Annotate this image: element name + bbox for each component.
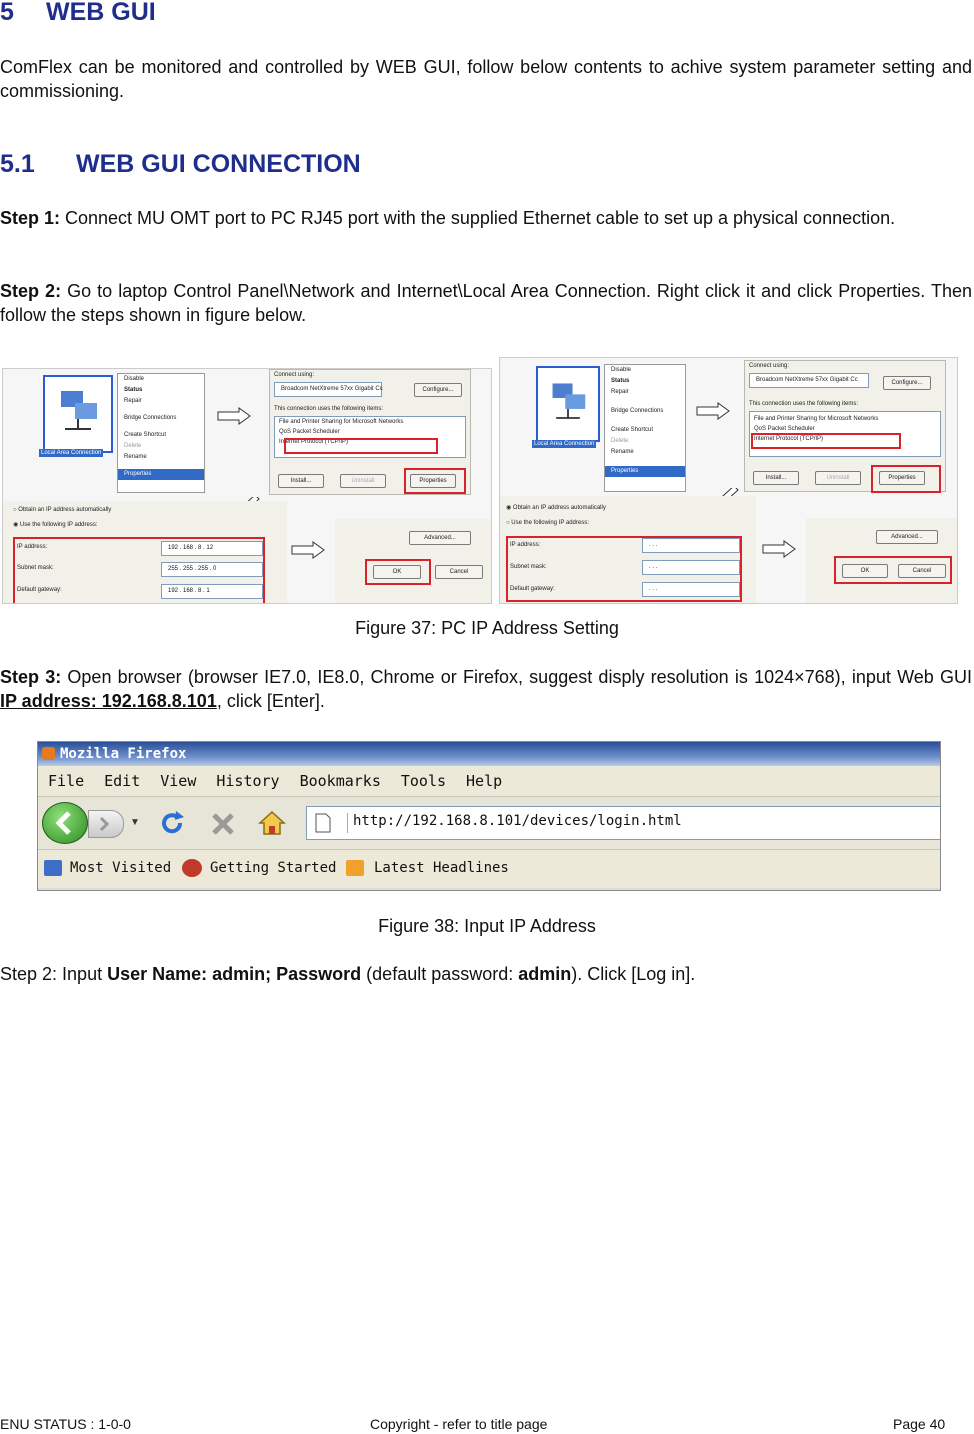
bookmarks-toolbar: [38, 850, 940, 888]
list-item[interactable]: QoS Packet Scheduler: [754, 426, 815, 432]
step1-paragraph: [0, 206, 972, 230]
login-step-paragraph: [0, 962, 972, 986]
icon-label: Local Area Connection: [534, 441, 595, 447]
menu-bar: [38, 766, 940, 797]
connect-using-label: Connect using:: [274, 372, 315, 378]
firefox-logo-icon: [42, 747, 55, 760]
items-label: This connection uses the following items:: [274, 406, 384, 412]
menu-file[interactable]: File: [48, 772, 85, 790]
icon-label: Local Area Connection: [41, 450, 102, 456]
getting-started-icon: [182, 859, 202, 877]
tcpip-dialog: [500, 496, 756, 603]
use-following-radio[interactable]: ○ Use the following IP address:: [506, 520, 589, 526]
firefox-titlebar: [38, 742, 940, 766]
step3-paragraph: [0, 665, 972, 713]
use-following-radio[interactable]: ◉ Use the following IP address:: [13, 522, 98, 528]
highlight-box: [365, 559, 431, 585]
mask-label: Subnet mask:: [17, 565, 54, 571]
subnet-mask-field[interactable]: . . .: [642, 560, 740, 575]
menu-item[interactable]: Status: [611, 378, 630, 384]
subsection-number: 5.1: [0, 150, 35, 178]
gateway-field[interactable]: 192 . 168 . 8 . 1: [161, 584, 263, 599]
arrow-right-icon: [762, 540, 796, 558]
reload-icon[interactable]: [158, 809, 186, 837]
ok-button[interactable]: OK: [842, 564, 888, 578]
menu-item-properties[interactable]: Properties: [605, 466, 685, 477]
login-step-prefix: Step 2: Input: [0, 964, 108, 984]
menu-item[interactable]: Rename: [611, 449, 634, 455]
arrow-right-icon: [291, 541, 325, 559]
gateway-field[interactable]: . . .: [642, 582, 740, 597]
step3-ip-link: IP address: 192.168.8.101: [0, 691, 217, 711]
step3-label: Step 3:: [0, 667, 62, 687]
highlight-box: [404, 468, 466, 494]
footer-copyright: Copyright - refer to title page: [370, 1416, 548, 1432]
context-menu: [604, 364, 686, 492]
adapter-field: Broadcom NetXtreme 57xx Gigabit Cc: [274, 382, 382, 397]
section-title: WEB GUI: [46, 0, 156, 26]
menu-item[interactable]: Rename: [124, 454, 147, 460]
dialog-buttons-area: [806, 518, 957, 603]
menu-item[interactable]: Disable: [124, 376, 145, 382]
menu-bookmarks[interactable]: Bookmarks: [299, 772, 381, 790]
local-area-connection-icon: [43, 375, 113, 453]
bookmark-getting-started[interactable]: Getting Started: [210, 860, 337, 876]
window-title: Mozilla Firefox: [60, 746, 187, 762]
ip-label: IP address:: [17, 544, 48, 550]
gateway-label: Default gateway:: [510, 586, 555, 592]
highlight-box: [13, 537, 265, 604]
login-step-tail: ). Click [Log in].: [571, 964, 696, 984]
stop-icon[interactable]: [210, 811, 236, 837]
step2-paragraph: [0, 279, 972, 327]
ip-address-field[interactable]: . . .: [642, 538, 740, 553]
menu-view[interactable]: View: [160, 772, 197, 790]
list-item[interactable]: File and Printer Sharing for Microsoft Networks: [279, 419, 404, 425]
uninstall-button[interactable]: Uninstall: [340, 474, 386, 488]
step2-label: Step 2:: [0, 281, 62, 301]
highlight-box: [284, 438, 438, 454]
properties-button[interactable]: Properties: [879, 471, 925, 485]
local-area-connection-icon: [536, 366, 600, 442]
cancel-button[interactable]: Cancel: [898, 564, 946, 578]
login-step-bold1: User Name: admin; Password: [107, 964, 362, 984]
most-visited-icon: [44, 860, 62, 876]
bookmark-most-visited[interactable]: Most Visited: [70, 860, 172, 876]
advanced-button[interactable]: Advanced...: [876, 530, 938, 544]
footer-status: ENU STATUS : 1-0-0: [0, 1416, 131, 1432]
menu-tools[interactable]: Tools: [400, 772, 447, 790]
login-step-mid: (default password:: [361, 964, 519, 984]
list-item[interactable]: Internet Protocol (TCP/IP): [754, 436, 824, 442]
properties-dialog: [269, 369, 471, 495]
menu-item-properties[interactable]: Properties: [118, 469, 204, 480]
configure-button[interactable]: Configure...: [883, 376, 931, 390]
menu-item[interactable]: Status: [124, 387, 143, 393]
rss-feed-icon: [346, 860, 364, 876]
subsection-heading: [0, 150, 361, 179]
highlight-box: [506, 536, 742, 602]
ok-button[interactable]: OK: [373, 565, 421, 579]
ip-address-field[interactable]: 192 . 168 . 8 . 12: [161, 541, 263, 556]
figure37-left-panel: [2, 368, 492, 604]
properties-button[interactable]: Properties: [410, 474, 456, 488]
menu-item[interactable]: Repair: [124, 398, 142, 404]
subnet-mask-field[interactable]: 255 . 255 . 255 . 0: [161, 562, 263, 577]
dialog-buttons-area: [335, 519, 491, 603]
menu-help[interactable]: Help: [466, 772, 503, 790]
footer-page-number: Page 40: [893, 1416, 946, 1432]
section-heading: [0, 0, 156, 27]
home-icon[interactable]: [258, 809, 286, 837]
menu-item[interactable]: Delete: [124, 443, 142, 449]
install-button[interactable]: Install...: [278, 474, 324, 488]
uninstall-button[interactable]: Uninstall: [815, 471, 861, 485]
login-step-bold2: admin: [518, 964, 572, 984]
adapter-field: Broadcom NetXtreme 57xx Gigabit Cc: [749, 373, 869, 388]
history-dropdown-icon[interactable]: ▼: [130, 817, 140, 828]
properties-dialog: [744, 360, 946, 492]
gateway-label: Default gateway:: [17, 587, 62, 593]
step3-tail: , click [Enter].: [216, 691, 325, 711]
cancel-button[interactable]: Cancel: [435, 565, 483, 579]
connect-using-label: Connect using:: [749, 363, 790, 369]
menu-edit[interactable]: Edit: [104, 772, 141, 790]
arrow-right-icon: [217, 407, 251, 425]
highlight-box: [834, 556, 952, 584]
menu-item[interactable]: Create Shortcut: [611, 427, 654, 433]
mask-label: Subnet mask:: [510, 564, 547, 570]
figure37-caption: Figure 37: PC IP Address Setting: [355, 618, 619, 638]
menu-item[interactable]: Disable: [611, 367, 632, 373]
configure-button[interactable]: Configure...: [414, 383, 462, 397]
page-icon: [315, 813, 331, 833]
highlight-box: [751, 433, 901, 449]
subsection-title: WEB GUI CONNECTION: [76, 150, 361, 178]
tcpip-dialog: [3, 501, 287, 603]
menu-item[interactable]: Repair: [611, 389, 629, 395]
navigation-toolbar: [38, 797, 940, 850]
context-menu: [117, 373, 205, 493]
menu-item[interactable]: Bridge Connections: [611, 408, 664, 414]
figure37-right-panel: [499, 357, 958, 604]
step2-text: Go to laptop Control Panel\Network and Internet\Local Area Connection. Right click it and click Properties. Then follow the steps shown in figure below.: [0, 281, 972, 325]
menu-item[interactable]: Create Shortcut: [124, 432, 167, 438]
list-item[interactable]: File and Printer Sharing for Microsoft Networks: [754, 416, 879, 422]
advanced-button[interactable]: Advanced...: [409, 531, 471, 545]
install-button[interactable]: Install...: [753, 471, 799, 485]
menu-item[interactable]: Bridge Connections: [124, 415, 177, 421]
url-input[interactable]: http://192.168.8.101/devices/login.html: [353, 813, 682, 829]
step1-text: Connect MU OMT port to PC RJ45 port with the supplied Ethernet cable to set up a physical connection.: [60, 208, 896, 228]
obtain-auto-radio[interactable]: ◉ Obtain an IP address automatically: [506, 505, 606, 511]
section-number: 5: [0, 0, 14, 26]
forward-button[interactable]: [88, 810, 124, 838]
firefox-window: [37, 741, 941, 891]
intro-paragraph: ComFlex can be monitored and controlled by WEB GUI, follow below contents to achive system parameter setting and commissioning.: [0, 57, 972, 101]
list-item[interactable]: QoS Packet Scheduler: [279, 429, 340, 435]
step1-label: Step 1:: [0, 208, 61, 228]
bookmark-latest-headlines[interactable]: Latest Headlines: [374, 860, 509, 876]
url-bar[interactable]: [306, 806, 941, 840]
list-item[interactable]: Internet Protocol (TCP/IP): [279, 439, 349, 445]
menu-history[interactable]: History: [216, 772, 280, 790]
step3-text: Open browser (browser IE7.0, IE8.0, Chrome or Firefox, suggest disply resolution is 1024×768), input Web GUI: [61, 667, 972, 687]
highlight-box: [871, 465, 941, 493]
figure38-caption: Figure 38: Input IP Address: [378, 916, 596, 936]
items-label: This connection uses the following items:: [749, 401, 859, 407]
ip-label: IP address:: [510, 542, 541, 548]
arrow-right-icon: [696, 402, 730, 420]
obtain-auto-radio[interactable]: ○ Obtain an IP address automatically: [13, 507, 112, 513]
menu-item[interactable]: Delete: [611, 438, 629, 444]
back-button[interactable]: [42, 802, 88, 844]
